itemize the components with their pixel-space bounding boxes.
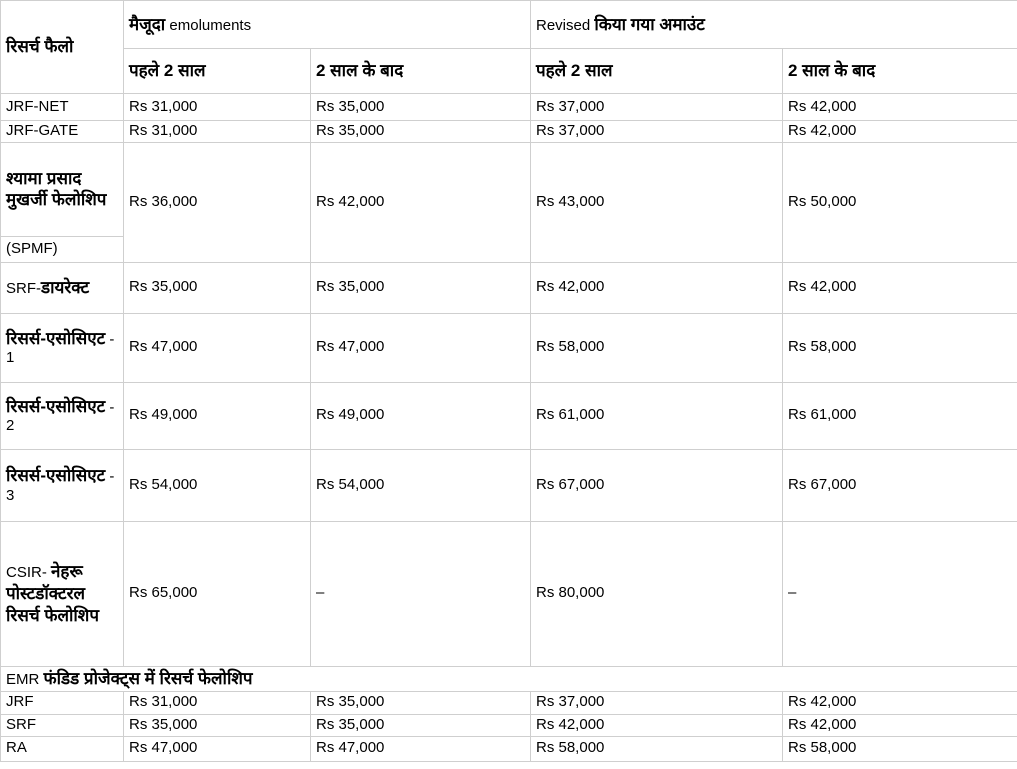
header-current-after-2-years <box>311 49 531 94</box>
emr-jrf-current-after: Rs 35,000 <box>311 691 531 714</box>
ra3-revised-first: Rs 67,000 <box>531 449 783 521</box>
spmf-abbr <box>1 236 124 262</box>
header-revised-first-2-years <box>531 49 783 94</box>
header-row-subcolumns <box>1 49 1017 94</box>
csir-npdf-label-en: CSIR- <box>6 564 51 582</box>
header-row-groups <box>1 1 1017 49</box>
header-revised-en: Revised <box>536 16 595 34</box>
jrf-net-current-first: Rs 31,000 <box>124 94 311 121</box>
ra1-label-suffix: - 1 <box>6 330 115 367</box>
row-emr-ra <box>1 736 1017 761</box>
header-revised-after-2-years-label: 2 साल के बाद <box>788 61 876 81</box>
ra1-revised-after: Rs 58,000 <box>783 313 1017 382</box>
row-jrf-net <box>1 94 1017 121</box>
emr-ra-current-first: Rs 47,000 <box>124 736 311 761</box>
ra3-revised-after: Rs 67,000 <box>783 449 1017 521</box>
spmf-label-hi: श्यामा प्रसाद मुखर्जी फेलोशिप <box>6 168 107 210</box>
ra1-label-hi: रिसर्स-एसोसिएट <box>6 328 106 348</box>
srf-direct-revised-first: Rs 42,000 <box>531 262 783 313</box>
row-research-associate-1 <box>1 313 1017 382</box>
header-research-fellow <box>1 1 124 94</box>
jrf-gate-revised-after: Rs 42,000 <box>783 121 1017 143</box>
jrf-net-revised-after: Rs 42,000 <box>783 94 1017 121</box>
header-current-after-2-years-label: 2 साल के बाद <box>316 61 404 81</box>
ra2-revised-first: Rs 61,000 <box>531 382 783 449</box>
header-current-first-2-years-label: पहले 2 साल <box>129 61 206 81</box>
emr-ra-current-after: Rs 47,000 <box>311 736 531 761</box>
ra3-label-suffix: - 3 <box>6 468 115 504</box>
row-research-associate-2 <box>1 382 1017 449</box>
row-emr-jrf <box>1 691 1017 714</box>
row-srf-direct <box>1 262 1017 313</box>
emr-jrf-current-first: Rs 31,000 <box>124 691 311 714</box>
srf-direct-current-after: Rs 35,000 <box>311 262 531 313</box>
ra3-label <box>1 449 124 521</box>
csir-npdf-current-first: Rs 65,000 <box>124 521 311 666</box>
spmf-abbr-label: (SPMF) <box>6 239 58 257</box>
srf-direct-label-hi: डायरेक्ट <box>41 277 90 297</box>
jrf-net-revised-first: Rs 37,000 <box>531 94 783 121</box>
row-csir-nehru-postdoctoral <box>1 521 1017 666</box>
jrf-gate-current-after: Rs 35,000 <box>311 121 531 143</box>
ra2-current-first: Rs 49,000 <box>124 382 311 449</box>
header-research-fellow-label: रिसर्च फैलो <box>6 37 74 57</box>
jrf-net-current-after: Rs 35,000 <box>311 94 531 121</box>
srf-direct-label-en: SRF- <box>6 279 41 297</box>
ra1-current-after: Rs 47,000 <box>311 313 531 382</box>
row-spmf-name <box>1 142 1017 236</box>
ra1-current-first: Rs 47,000 <box>124 313 311 382</box>
jrf-gate-revised-first: Rs 37,000 <box>531 121 783 143</box>
csir-npdf-current-after: – <box>311 521 531 666</box>
header-revised-amount <box>531 1 1017 49</box>
header-revised-after-2-years <box>783 49 1017 94</box>
csir-npdf-label-hi: नेहरू पोस्टडॉक्टरल रिसर्च फेलोशिप <box>6 562 100 625</box>
ra3-current-first: Rs 54,000 <box>124 449 311 521</box>
emr-srf-current-after: Rs 35,000 <box>311 714 531 736</box>
emr-ra-revised-first: Rs 58,000 <box>531 736 783 761</box>
row-emr-srf <box>1 714 1017 736</box>
spmf-current-after: Rs 42,000 <box>311 142 531 262</box>
row-research-associate-3 <box>1 449 1017 521</box>
jrf-net-label: JRF-NET <box>1 94 124 121</box>
csir-npdf-revised-first: Rs 80,000 <box>531 521 783 666</box>
ra1-label <box>1 313 124 382</box>
emr-jrf-label: JRF <box>1 691 124 714</box>
emr-srf-current-first: Rs 35,000 <box>124 714 311 736</box>
srf-direct-current-first: Rs 35,000 <box>124 262 311 313</box>
emr-ra-revised-after: Rs 58,000 <box>783 736 1017 761</box>
header-current-en: emoluments <box>165 16 252 34</box>
ra2-label-suffix: - 2 <box>6 398 115 435</box>
emr-srf-label: SRF <box>1 714 124 736</box>
ra2-label-hi: रिसर्स-एसोसिएट <box>6 396 106 416</box>
ra2-revised-after: Rs 61,000 <box>783 382 1017 449</box>
srf-direct-revised-after: Rs 42,000 <box>783 262 1017 313</box>
emr-srf-revised-after: Rs 42,000 <box>783 714 1017 736</box>
emr-jrf-revised-after: Rs 42,000 <box>783 691 1017 714</box>
spmf-current-first: Rs 36,000 <box>124 142 311 262</box>
ra2-label <box>1 382 124 449</box>
jrf-gate-current-first: Rs 31,000 <box>124 121 311 143</box>
emr-ra-label: RA <box>1 736 124 761</box>
header-current-first-2-years <box>124 49 311 94</box>
emr-jrf-revised-first: Rs 37,000 <box>531 691 783 714</box>
srf-direct-label <box>1 262 124 313</box>
header-revised-first-2-years-label: पहले 2 साल <box>536 61 613 81</box>
spmf-label <box>1 142 124 236</box>
ra2-current-after: Rs 49,000 <box>311 382 531 449</box>
row-jrf-gate <box>1 121 1017 143</box>
csir-npdf-label <box>1 521 124 666</box>
header-revised-hi: किया गया अमाउंट <box>594 14 705 34</box>
row-emr-section-header <box>1 666 1017 691</box>
jrf-gate-label: JRF-GATE <box>1 121 124 143</box>
emr-section-label-en: EMR <box>6 670 44 688</box>
header-current-hi: मैजूदा <box>129 14 166 34</box>
spmf-revised-after: Rs 50,000 <box>783 142 1017 262</box>
ra1-revised-first: Rs 58,000 <box>531 313 783 382</box>
spmf-revised-first: Rs 43,000 <box>531 142 783 262</box>
header-current-emoluments <box>124 1 531 49</box>
emr-section-label-hi: फंडिड प्रोजेक्ट्स में रिसर्च फेलोशिप <box>43 668 253 688</box>
ra3-current-after: Rs 54,000 <box>311 449 531 521</box>
csir-npdf-revised-after: – <box>783 521 1017 666</box>
emr-srf-revised-first: Rs 42,000 <box>531 714 783 736</box>
emr-section-label <box>1 666 1017 691</box>
ra3-label-hi: रिसर्स-एसोसिएट <box>6 466 106 485</box>
